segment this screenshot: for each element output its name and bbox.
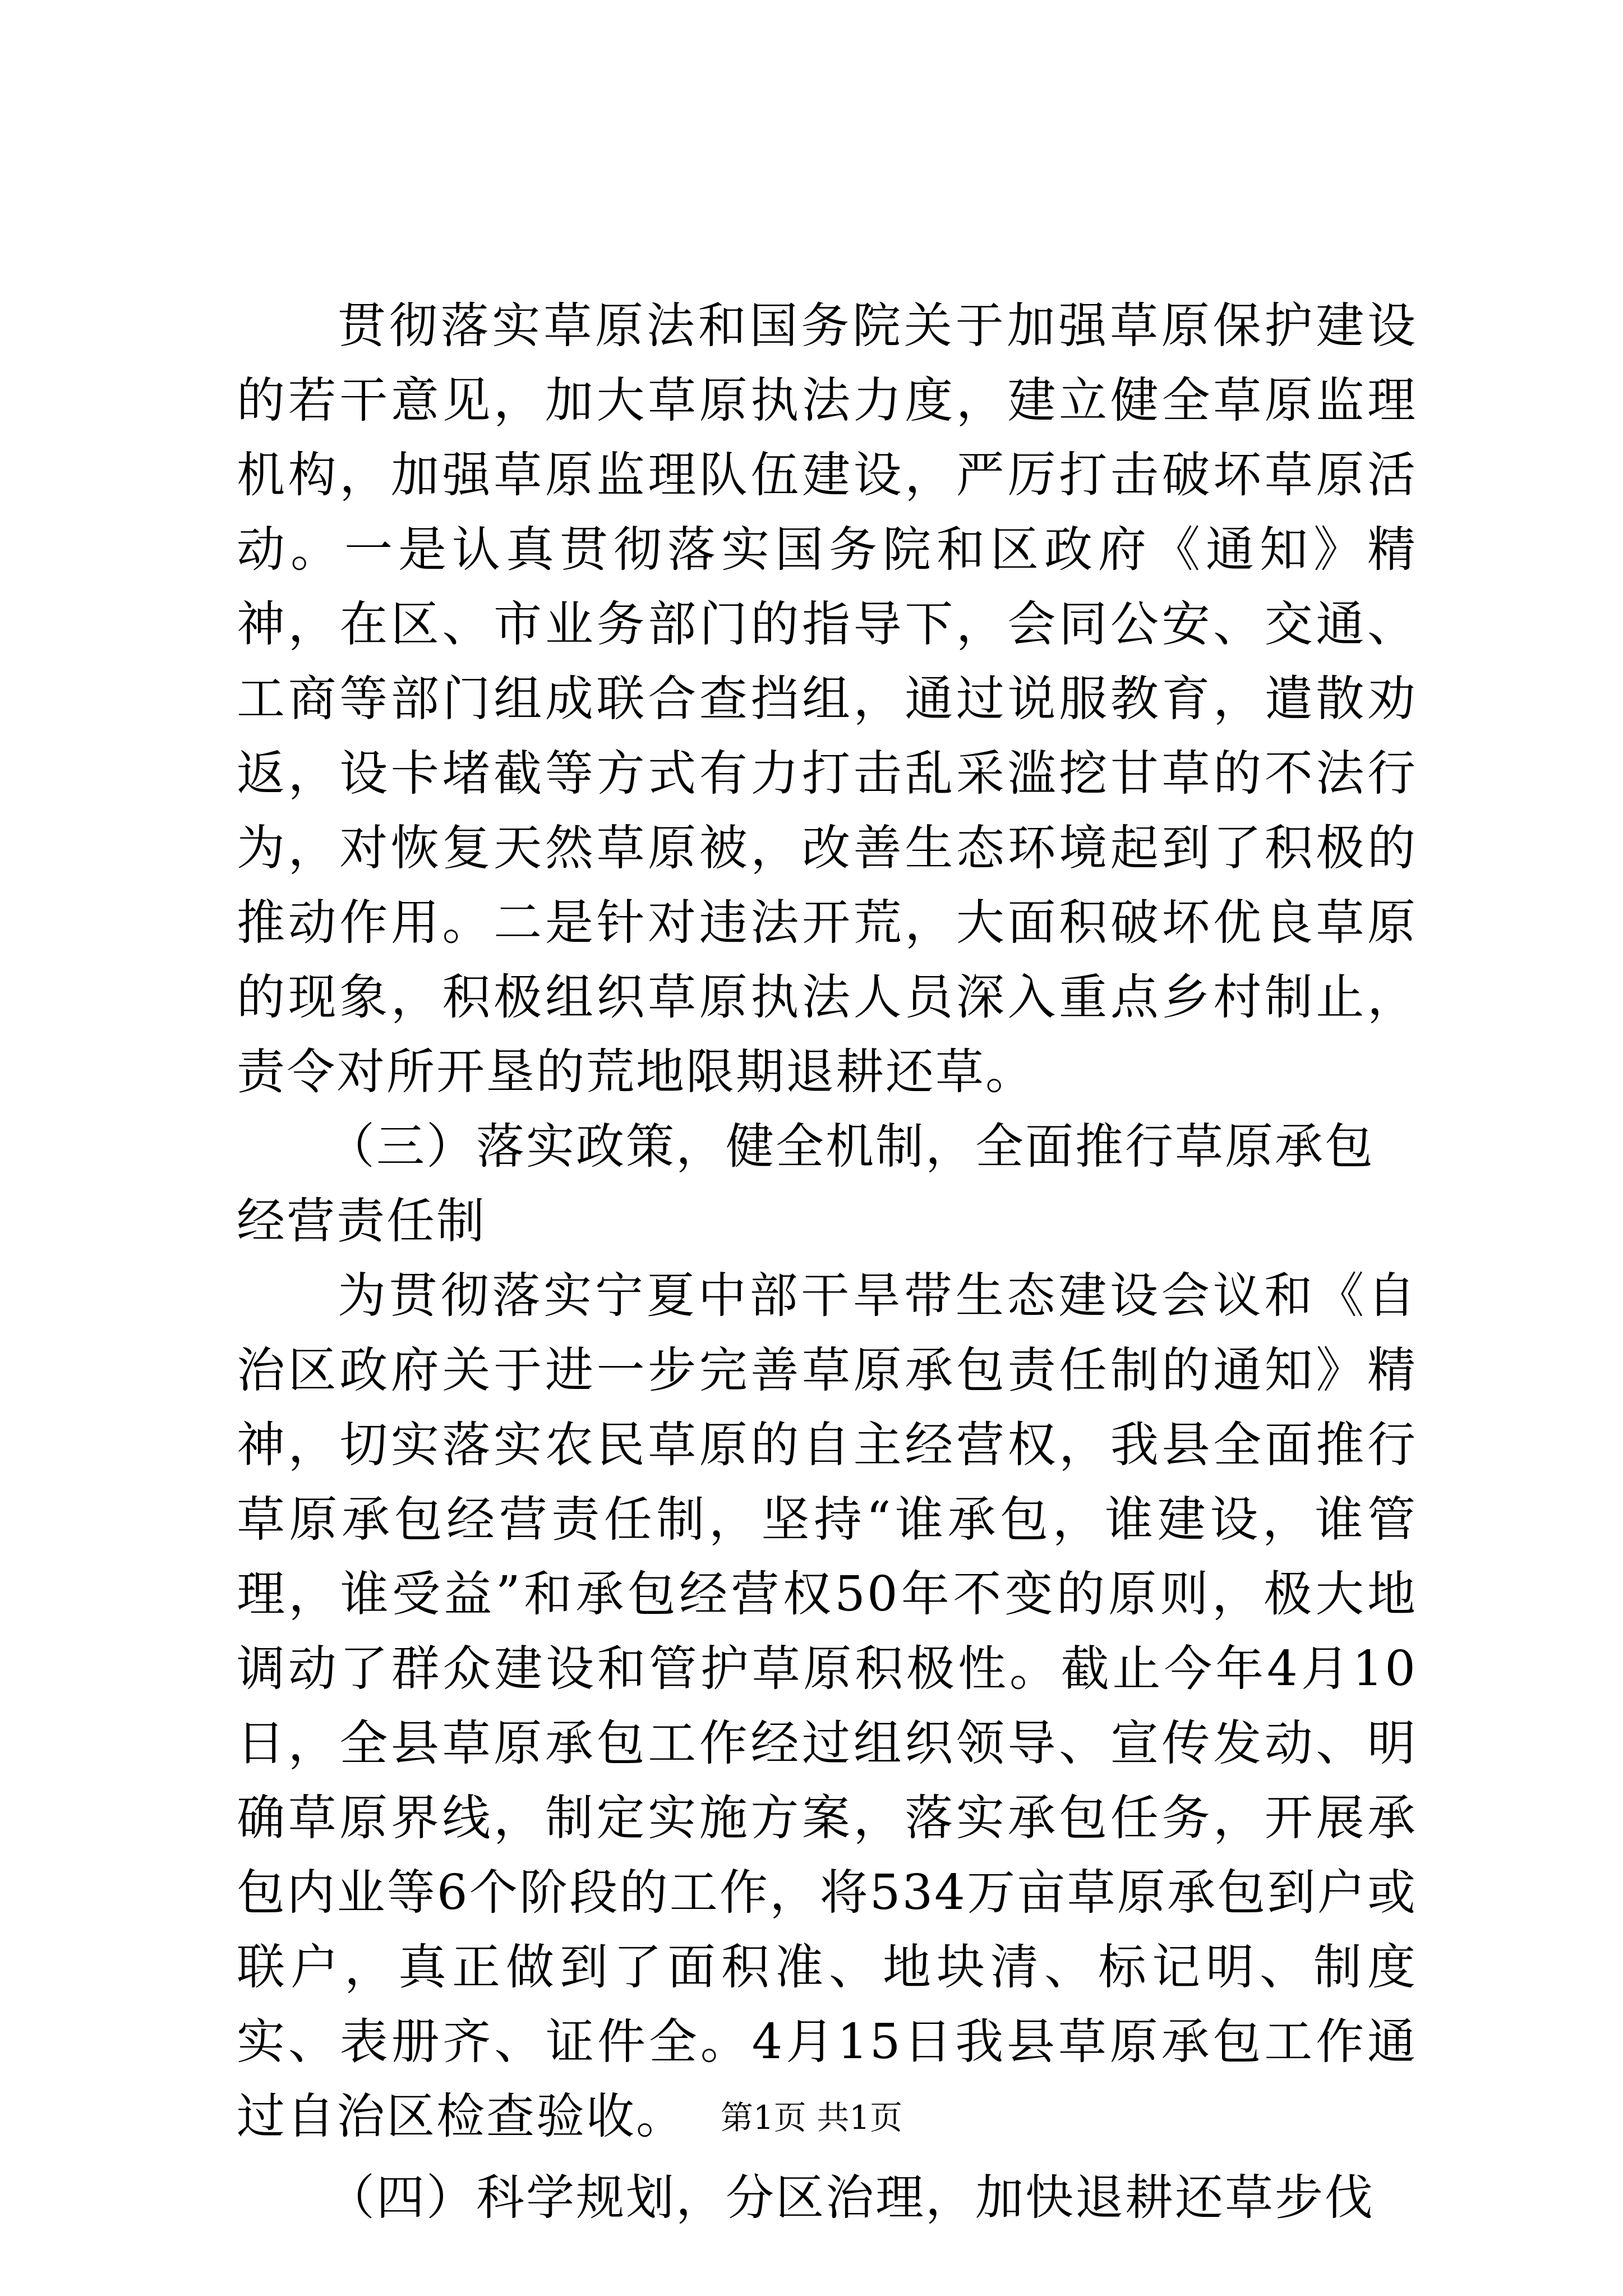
page-number-footer: 第1页 共1页 xyxy=(720,2099,903,2137)
paragraph-grassland-law: 贯彻落实草原法和国务院关于加强草原保护建设的若干意见，加大草原执法力度，建立健全草原监理机构，加强草原监理队伍建设，严厉打击破坏草原活动。一是认真贯彻落实国务院和区政府《通知》精神，在区、市业务部门的指导下，会同公安、交通、工商等部门组成联合查挡组，通过说服教育，遣散劝返，设卡堵截等方式有力打击乱采滥挖甘草的不法行为，对恢复天然草原被，改善生态环境起到了积极的推动作用。二是针对违法开荒，大面积破坏优良草原的现象，积极组织草原执法人员深入重点乡村制止，责令对所开垦的荒地限期退耕还草。 xyxy=(237,298,1417,1100)
document-body xyxy=(237,289,1417,2235)
section-heading-3: （三）落实政策，健全机制，全面推行草原承包经营责任制 xyxy=(237,1119,1375,1249)
paragraph-grassland-contract: 为贯彻落实宁夏中部干旱带生态建设会议和《自治区政府关于进一步完善草原承包责任制的通知》精神，切实落实农民草原的自主经营权，我县全面推行草原承包经营责任制，坚持“谁承包，谁建设，谁管理，谁受益”和承包经营权50年不变的原则，极大地调动了群众建设和管护草原积极性。截止今年4月10日，全县草原承包工作经过组织领导、宣传发动、明确草原界线，制定实施方案，落实承包任务，开展承包内业等6个阶段的工作，将534万亩草原承包到户或联户，真正做到了面积准、地块清、标记明、制度实、表册齐、证件全。4月15日我县草原承包工作通过自治区检查验收。 xyxy=(237,1268,1417,2145)
section-heading-4: （四）科学规划，分区治理，加快退耕还草步伐 xyxy=(326,2170,1375,2226)
